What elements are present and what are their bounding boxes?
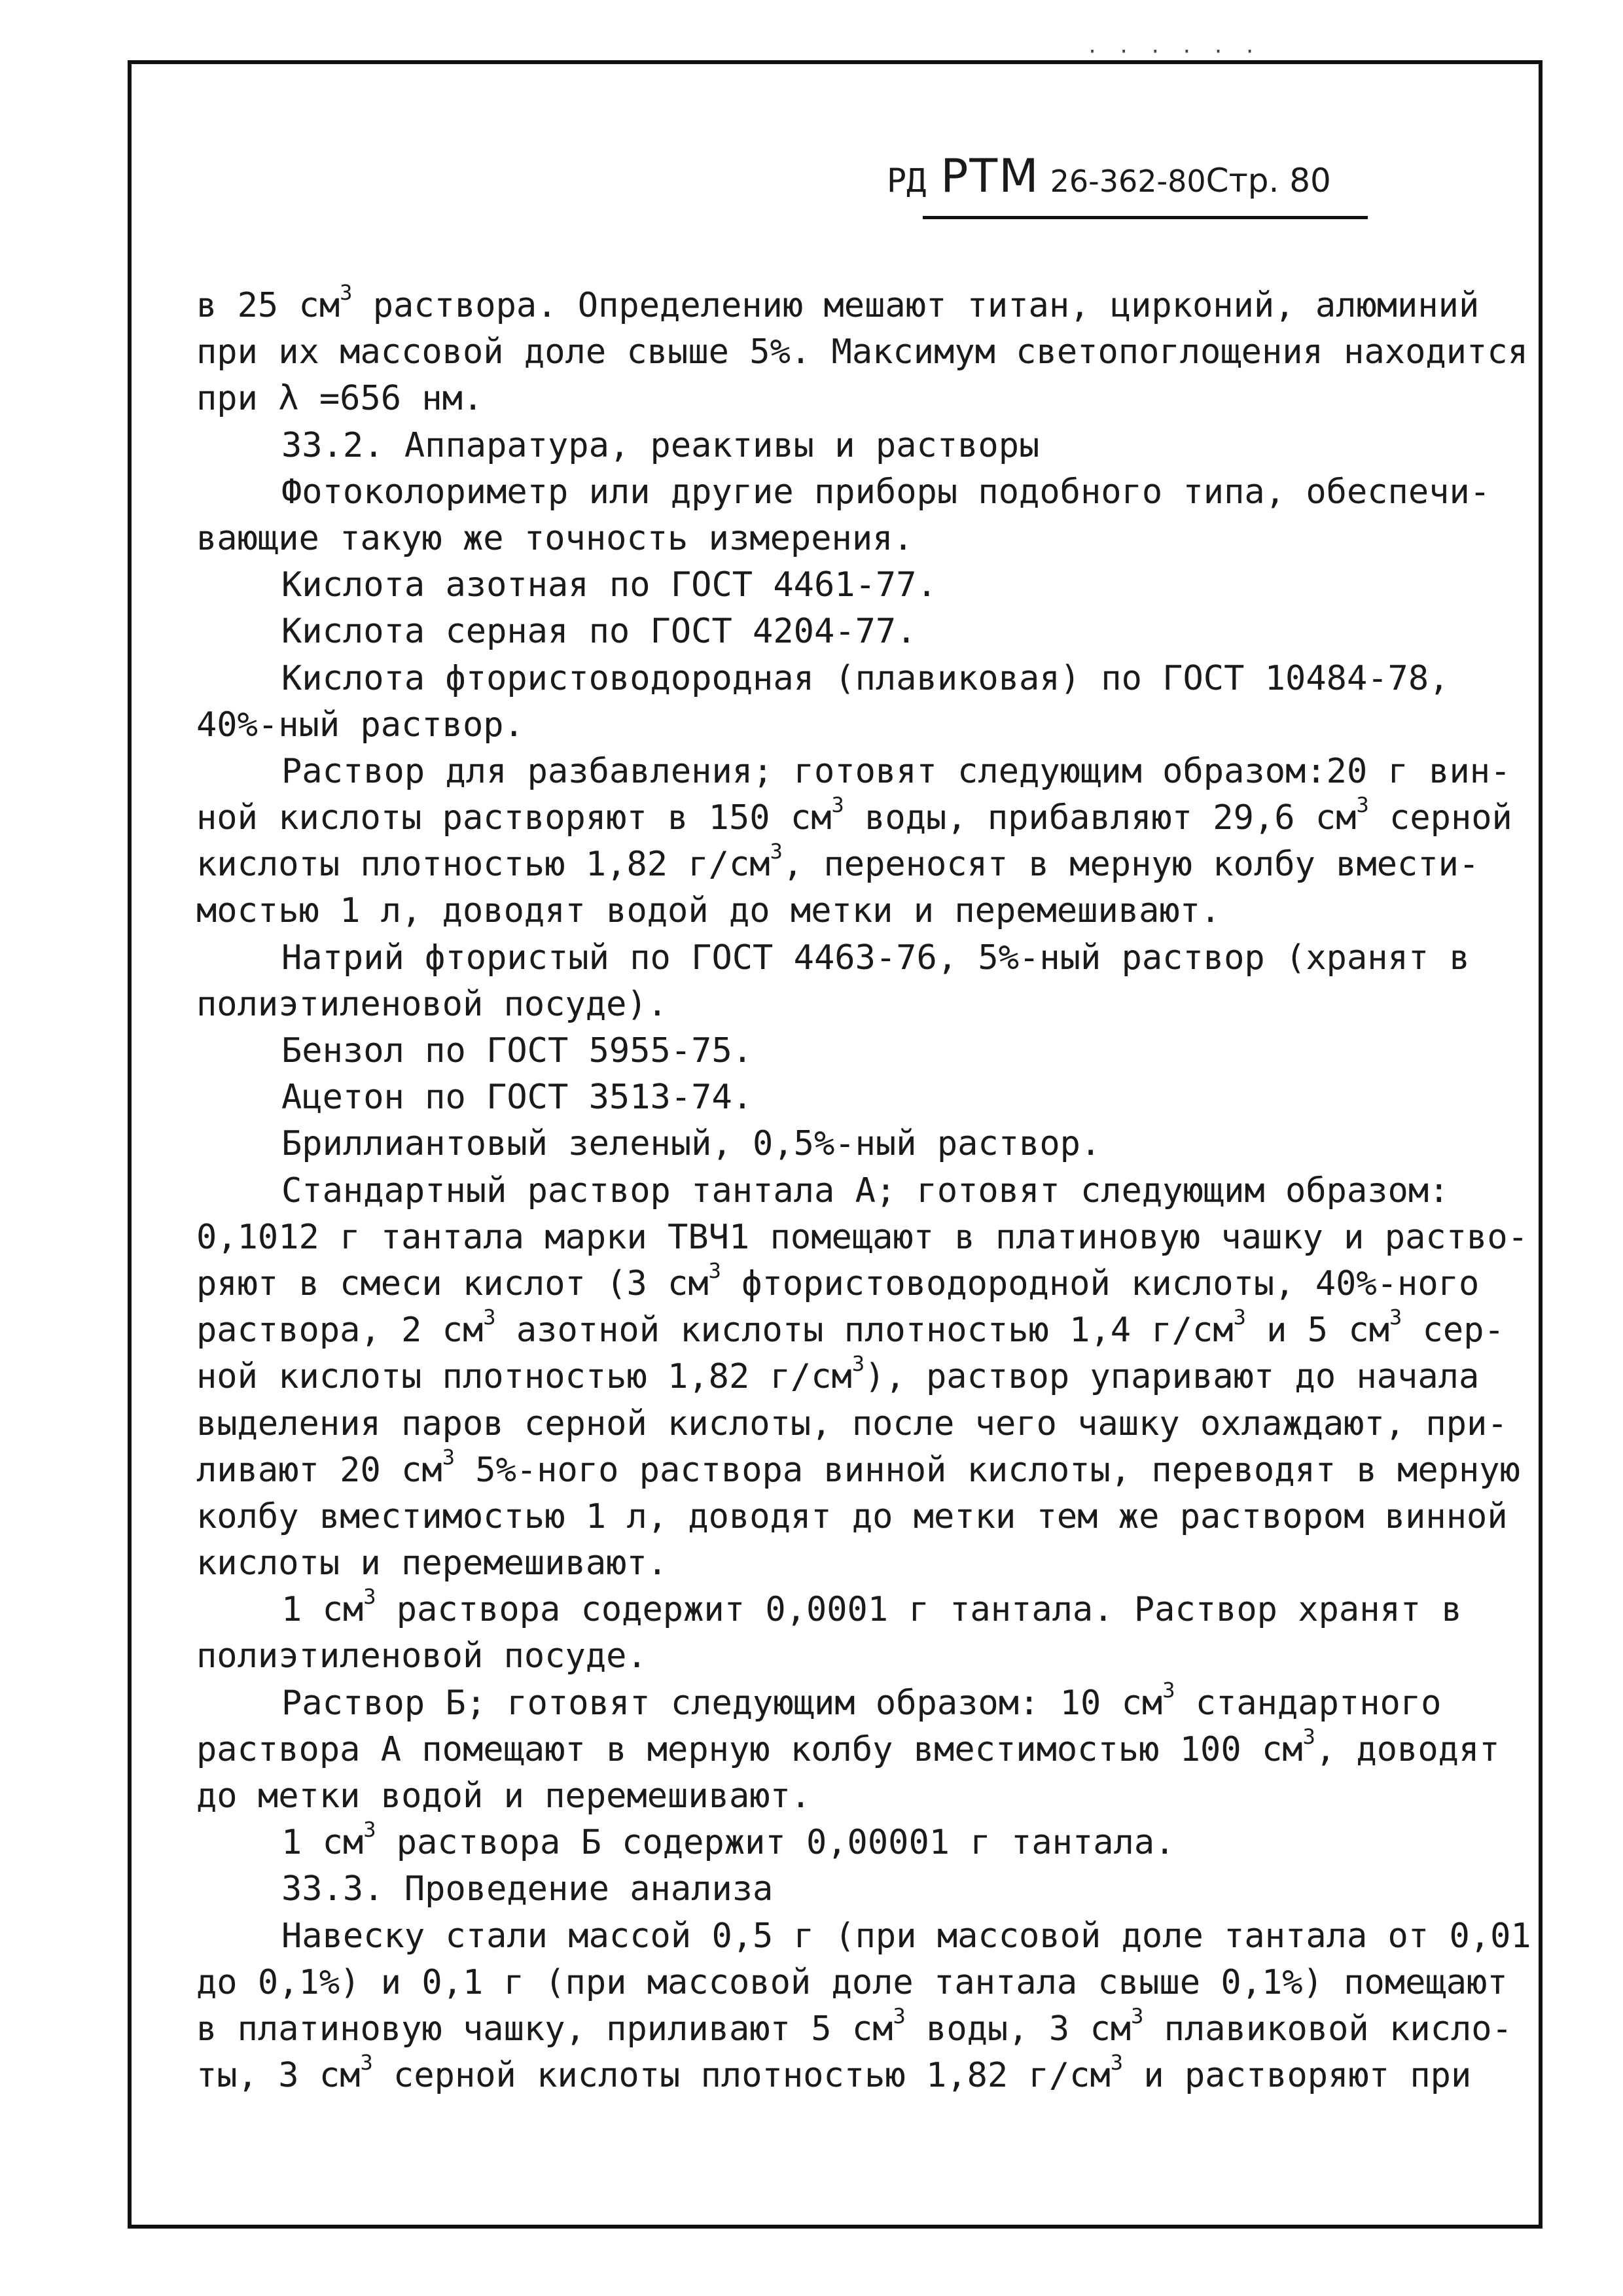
header-rd: РД <box>887 162 927 200</box>
text-line: выделения паров серной кислоты, после чего чашку охлаждают, при- <box>196 1404 1508 1443</box>
text-line: раствора А помещают в мерную колбу вместимостью 100 $см^3$, доводят <box>196 1723 1500 1769</box>
text-line: Ацетон по ГОСТ 3513-74. <box>281 1078 753 1118</box>
text-line: при их массовой доле свыше 5%. Максимум светопоглощения находится <box>196 332 1528 372</box>
text-line: ряют в смеси кислот (3 $см^3$ фтористоводородной кислоты, 40%-ного <box>196 1258 1480 1303</box>
text-line: кислоты и перемешивают. <box>196 1544 668 1583</box>
header-code: 26-362-80 <box>1050 164 1206 199</box>
text-line: Навеску стали массой 0,5 г (при массовой доле тантала от 0,01 <box>281 1916 1531 1956</box>
text-line: ной кислоты растворяют в 150 $см^3$ воды, прибавляют 29,6 $см^3$ серной <box>196 792 1512 838</box>
text-line: Фотоколориметр или другие приборы подобного типа, обеспечи- <box>281 472 1491 512</box>
text-line: вающие такую же точность измерения. <box>196 518 914 558</box>
text-line: кислоты плотностью 1,82 $г/см^3$, переносят в мерную колбу вмести- <box>196 839 1480 885</box>
text-line: 40%-ный раствор. <box>196 705 524 745</box>
text-line: Раствор Б; готовят следующим образом: 10 $см^3$ стандартного <box>281 1677 1442 1723</box>
text-line: в 25 $см^3$ раствора. Определению мешают титан, цирконий, алюминий <box>196 280 1480 325</box>
text-line: ливают 20 $см^3$ 5%-ного раствора винной кислоты, переводят в мерную <box>196 1444 1520 1490</box>
text-line: 33.2. Аппаратура, реактивы и растворы <box>281 425 1040 465</box>
document-header <box>887 149 1331 203</box>
text-line: в платиновую чашку, приливают 5 $см^3$ воды, 3 $см^3$ плавиковой кисло- <box>196 2003 1512 2049</box>
text-line: до 0,1%) и 0,1 г (при массовой доле тантала свыше 0,1%) помещают <box>196 1962 1508 2002</box>
header-underline <box>923 216 1368 219</box>
top-margin-mark: · · · · · · <box>1086 41 1260 63</box>
text-line: Бензол по ГОСТ 5955-75. <box>281 1031 753 1070</box>
header-page-number: Стр. 80 <box>1205 162 1331 200</box>
text-line: ной кислоты плотностью 1,82 $г/см^3$), раствор упаривают до начала <box>196 1351 1480 1397</box>
text-line: Стандартный раствор тантала А; готовят следующим образом: <box>281 1171 1450 1210</box>
text-line: Кислота азотная по ГОСТ 4461-77. <box>281 565 937 605</box>
text-line: Кислота серная по ГОСТ 4204-77. <box>281 612 917 652</box>
text-line: 1 $см^3$ раствора Б содержит 0,00001 г тантала. <box>281 1817 1175 1863</box>
text-line: Натрий фтористый по ГОСТ 4463-76, 5%-ный раствор (хранят в <box>281 938 1470 978</box>
text-line: Кислота фтористоводородная (плавиковая) по ГОСТ 10484-78, <box>281 658 1450 698</box>
text-line: полиэтиленовой посуде). <box>196 984 668 1024</box>
text-line: полиэтиленовой посуде. <box>196 1636 647 1676</box>
text-line: Раствор для разбавления; готовят следующим образом:20 г вин- <box>281 751 1511 791</box>
text-line: раствора, 2 $см^3$ азотной кислоты плотностью 1,4 $г/см^3$ и 5 $см^3$ сер- <box>196 1305 1505 1351</box>
text-line: 0,1012 г тантала марки ТВЧ1 помещают в платиновую чашку и раство- <box>196 1217 1528 1257</box>
text-line: 1 $см^3$ раствора содержит 0,0001 г тантала. Раствор хранят в <box>281 1584 1462 1630</box>
text-line: ты, 3 $см^3$ серной кислоты плотностью 1,82 $г/см^3$ и растворяют при <box>196 2050 1472 2096</box>
text-line: до метки водой и перемешивают. <box>196 1776 812 1816</box>
text-line: мостью 1 л, доводят водой до метки и перемешивают. <box>196 891 1221 931</box>
text-line: при λ =656 нм. <box>196 379 484 419</box>
text-line: колбу вместимостью 1 л, доводят до метки тем же раствором винной <box>196 1496 1508 1536</box>
header-rtm: РТМ <box>940 149 1040 203</box>
text-line: 33.3. Проведение анализа <box>281 1869 774 1909</box>
text-line: Бриллиантовый зеленый, 0,5%-ный раствор. <box>281 1124 1101 1164</box>
document-body <box>196 280 1544 2099</box>
